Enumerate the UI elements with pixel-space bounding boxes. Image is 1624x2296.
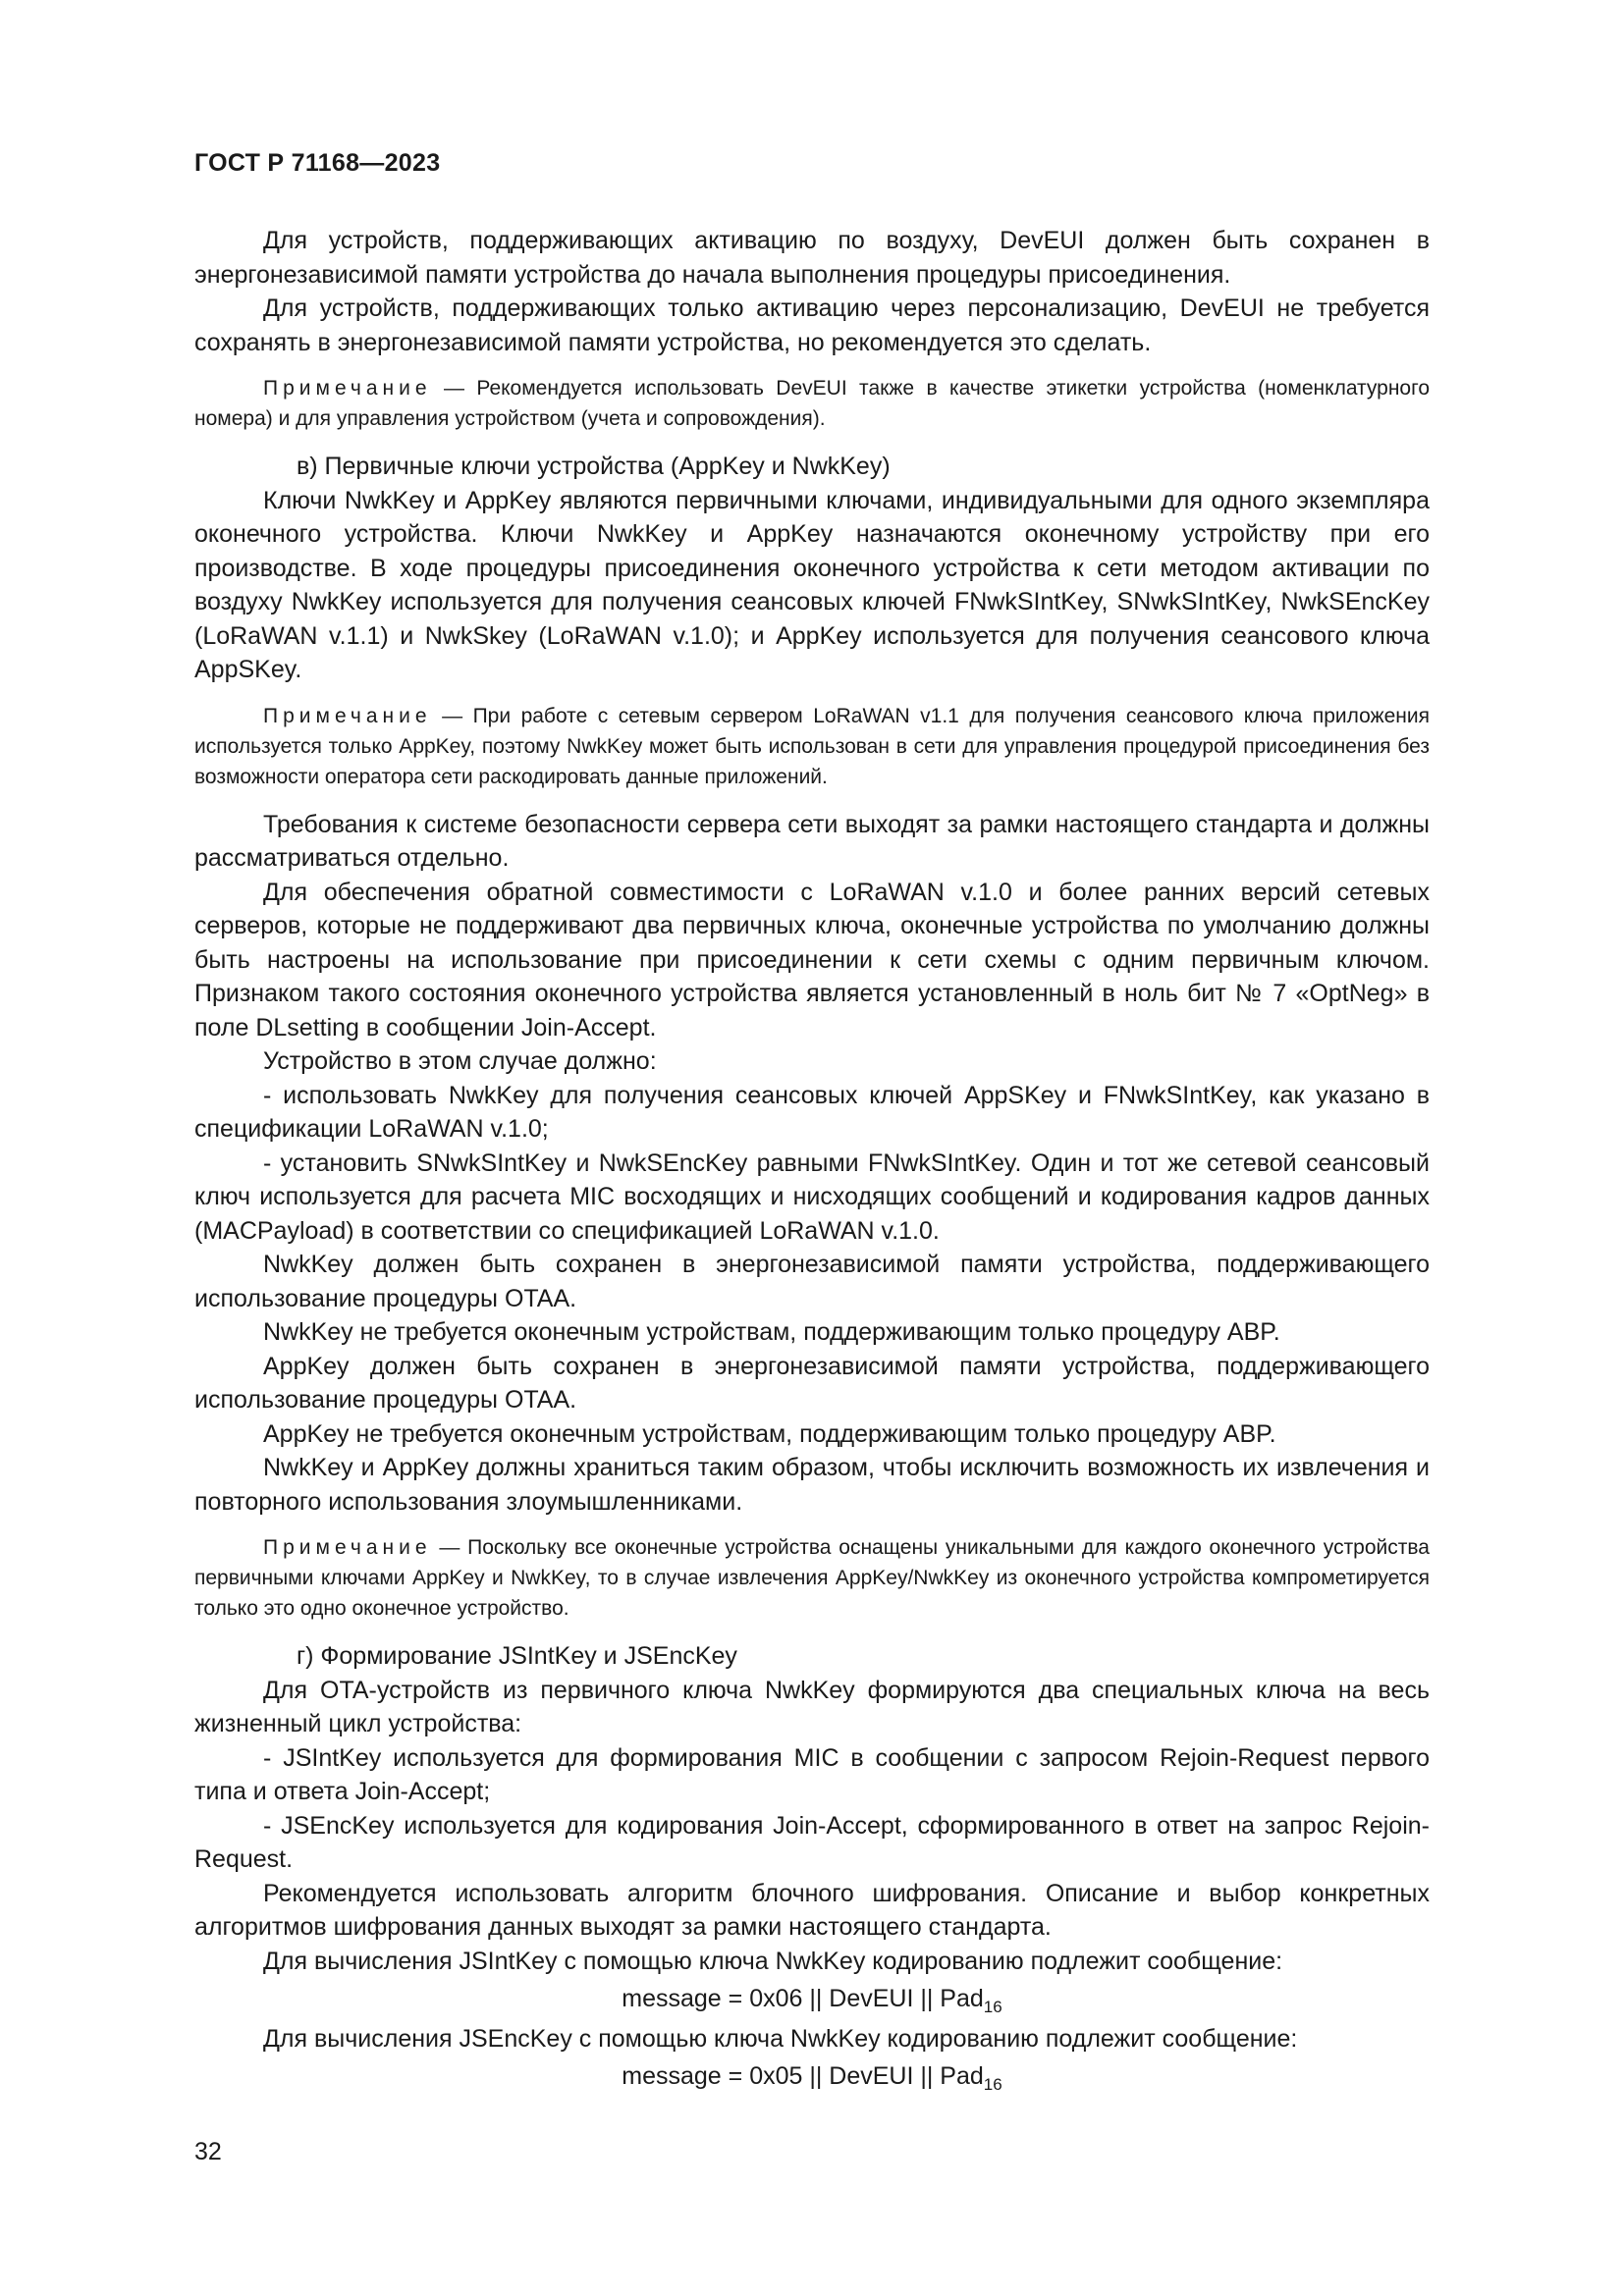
list-item: - установить SNwkSIntKey и NwkSEncKey равными FNwkSIntKey. Один и тот же сетевой сеансовый ключ используется для расчета MIC восходящих и нисходящих сообщений и кодирования кадров данных (MACPayload) в соответствии со спецификацией LoRaWAN v.1.0. [194, 1148, 1430, 1245]
paragraph: NwkKey не требуется оконечным устройствам, поддерживающим только процедуру ABP. [263, 1318, 1280, 1346]
note-label: Примечание [263, 704, 432, 727]
list-item: - использовать NwkKey для получения сеансовых ключей AppSKey и FNwkSIntKey, как указано в спецификации LoRaWAN v.1.0; [194, 1081, 1430, 1143]
paragraph: AppKey не требуется оконечным устройствам, поддерживающим только процедуру ABP. [263, 1419, 1276, 1448]
note-label: Примечание [263, 1536, 432, 1559]
formula [194, 1982, 1430, 2016]
formula [194, 2059, 1430, 2094]
formula-main: message = 0x06 || DevEUI || Pad [622, 1985, 984, 2012]
paragraph: NwkKey и AppKey должны храниться таким образом, чтобы исключить возможность их извлечения и повторного использования злоумышленниками. [194, 1454, 1430, 1516]
formula-main: message = 0x05 || DevEUI || Pad [622, 2062, 984, 2090]
paragraph: Для вычисления JSEncKey с помощью ключа NwkKey кодированию подлежит сообщение: [263, 2024, 1298, 2053]
paragraph: Для вычисления JSIntKey с помощью ключа NwkKey кодированию подлежит сообщение: [263, 1947, 1283, 1975]
paragraph: Требования к системе безопасности сервера сети выходят за рамки настоящего стандарта и должны рассматриваться отдельно. [194, 810, 1430, 872]
subsection-heading: г) Формирование JSIntKey и JSEncKey [297, 1642, 737, 1670]
note-text: — Поскольку все оконечные устройства оснащены уникальными для каждого оконечного устройства первичными ключами AppKey и NwkKey, то в случае извлечения AppKey/NwkKey из оконечного устройства компрометируется только это одно оконечное устройство. [194, 1536, 1430, 1620]
note-text: — Рекомендуется использовать DevEUI также в качестве этикетки устройства (номенклатурного номера) и для управления устройством (учета и сопровождения). [194, 377, 1430, 430]
document-header: ГОСТ Р 71168—2023 [194, 149, 441, 177]
paragraph: Ключи NwkKey и AppKey являются первичными ключами, индивидуальными для одного экземпляра оконечного устройства. Ключи NwkKey и AppKey назначаются оконечному устройству при его производстве. В ходе процедуры присоединения оконечного устройства к сети методом активации по воздуху NwkKey используется для получения сеансовых ключей FNwkSIntKey, SNwkSIntKey, NwkSEncKey (LoRaWAN v.1.1) и NwkSkey (LoRaWAN v.1.0); и AppKey используется для получения сеансового ключа AppSKey. [194, 486, 1430, 683]
document-body [194, 224, 1430, 2100]
note [194, 1532, 1430, 1624]
paragraph: Для OTA-устройств из первичного ключа NwkKey формируются два специальных ключа на весь жизненный цикл устройства: [194, 1676, 1430, 1737]
paragraph: AppKey должен быть сохранен в энергонезависимой памяти устройства, поддерживающего использование процедуры OTAA. [194, 1352, 1430, 1414]
formula-subscript: 16 [983, 2075, 1002, 2094]
paragraph: Для обеспечения обратной совместимости с LoRaWAN v.1.0 и более ранних версий сетевых серверов, которые не поддерживают два первичных ключа, оконечные устройства по умолчанию должны быть настроены на использование при присоединении к сети схемы с одним первичным ключом. Признаком такого состояния оконечного устройства является установленный в ноль бит № 7 «OptNeg» в поле DLsetting в сообщении Join-Accept. [194, 878, 1430, 1041]
paragraph: Рекомендуется использовать алгоритм блочного шифрования. Описание и выбор конкретных алгоритмов шифрования данных выходят за рамки настоящего стандарта. [194, 1879, 1430, 1941]
paragraph: Устройство в этом случае должно: [263, 1047, 657, 1075]
note-label: Примечание [263, 377, 432, 400]
subsection-heading: в) Первичные ключи устройства (AppKey и NwkKey) [297, 453, 891, 480]
page-number: 32 [194, 2138, 222, 2165]
note [194, 373, 1430, 434]
note-text: — При работе с сетевым сервером LoRaWAN v1.1 для получения сеансового ключа приложения используется только AppKey, поэтому NwkKey может быть использован в сети для управления процедурой присоединения без возможности оператора сети раскодировать данные приложений. [194, 704, 1430, 788]
paragraph: Для устройств, поддерживающих только активацию через персонализацию, DevEUI не требуется сохранять в энергонезависимой памяти устройства, но рекомендуется это сделать. [194, 294, 1430, 356]
paragraph: NwkKey должен быть сохранен в энергонезависимой памяти устройства, поддерживающего использование процедуры OTAA. [194, 1251, 1430, 1312]
note [194, 701, 1430, 792]
formula-subscript: 16 [983, 1998, 1002, 2016]
list-item: - JSIntKey используется для формирования MIC в сообщении с запросом Rejoin-Request первого типа и ответа Join-Accept; [194, 1743, 1430, 1805]
paragraph: Для устройств, поддерживающих активацию по воздуху, DevEUI должен быть сохранен в энергонезависимой памяти устройства до начала выполнения процедуры присоединения. [194, 227, 1430, 289]
list-item: - JSEncKey используется для кодирования Join-Accept, сформированного в ответ на запрос Rejoin-Request. [194, 1811, 1430, 1873]
